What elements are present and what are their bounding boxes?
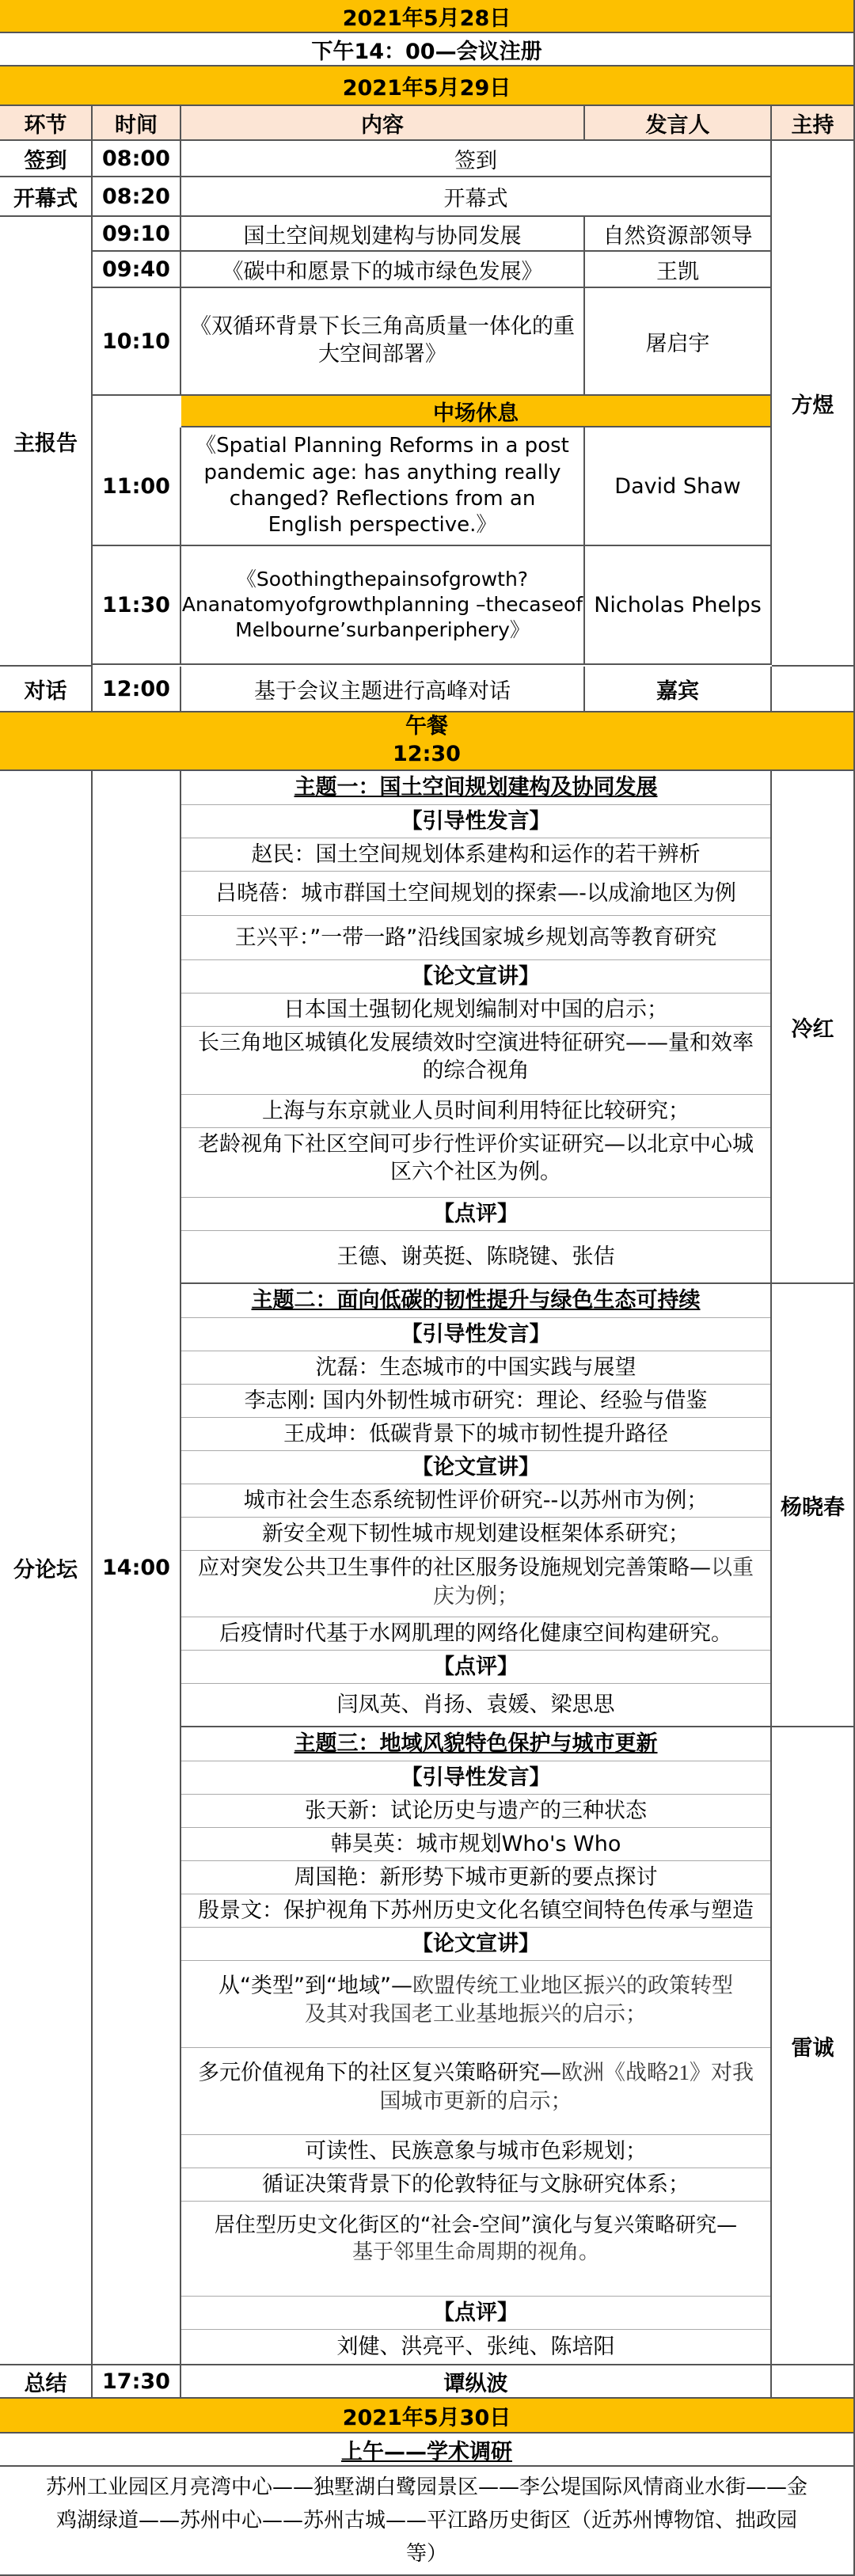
segment-keynote-label: 主报告 <box>13 431 78 456</box>
speaker-k2 <box>585 252 772 288</box>
theme2-intro-label: 【引导性发言】 <box>181 1317 770 1351</box>
segment-opening-label: 开幕式 <box>13 186 78 211</box>
day2-date-banner <box>0 66 855 106</box>
content-signin-label: 签到 <box>454 148 497 173</box>
theme2-paper-4: 后疫情时代基于水网肌理的网络化健康空间构建研究。 <box>181 1617 770 1651</box>
theme1-paper-4-line1: 老龄视角下社区空间可步行性评价实证研究—以北京中心城 <box>198 1132 754 1157</box>
content-k4-line1: 《Spatial Planning Reforms in a post <box>196 434 569 458</box>
day3-session-row <box>0 2434 855 2467</box>
content-k5 <box>181 546 585 665</box>
theme2-paper-3-line2: 庆为例； <box>433 1583 519 1608</box>
theme1-paper-4-line2: 区六个社区为例。 <box>390 1159 561 1184</box>
day3-session: 上午——学术调研 <box>341 2439 512 2464</box>
segment-dialogue-label: 对话 <box>24 678 67 704</box>
speaker-k4 <box>585 427 772 546</box>
theme2-intro-2: 李志刚: 国内外韧性城市研究：理论、经验与借鉴 <box>181 1384 770 1418</box>
theme3-paper-label: 【论文宣讲】 <box>181 1927 770 1961</box>
segment-opening <box>0 177 93 217</box>
content-k5-line1: 《Soothingthepainsofgrowth? <box>236 568 529 591</box>
time-k2 <box>93 252 181 288</box>
theme2-reviewers: 闫凤英、肖扬、袁媛、梁思思 <box>181 1683 770 1727</box>
content-signin <box>181 141 772 177</box>
time-closing-label: 17:30 <box>102 2369 170 2394</box>
content-k3-line1: 《双循环背景下长三角高质量一体化的重 <box>190 314 575 340</box>
segment-closing <box>0 2365 93 2399</box>
content-k3 <box>181 288 585 396</box>
day3-date-banner <box>0 2399 855 2434</box>
theme3-paper-2 <box>181 2047 770 2146</box>
theme2-paper-label: 【论文宣讲】 <box>181 1450 770 1484</box>
time-signin-label: 08:00 <box>102 146 170 171</box>
time-k5-label: 11:30 <box>102 592 170 617</box>
theme3-intro-3: 周国艳：新形势下城市更新的要点探讨 <box>181 1860 770 1894</box>
speaker-k5 <box>585 546 772 665</box>
segment-keynote <box>0 217 93 667</box>
header-content-label: 内容 <box>361 112 404 138</box>
header-segment <box>0 106 93 141</box>
content-dialogue <box>181 667 585 712</box>
theme1-paper-2 <box>181 1026 770 1095</box>
segment-closing-label: 总结 <box>24 2371 67 2396</box>
theme3-reviewers: 刘健、洪亮平、张纯、陈培阳 <box>181 2329 770 2365</box>
theme3-paper-2-tail: 欧洲《战略21》对我 <box>561 2061 754 2084</box>
time-forum-label: 14:00 <box>102 1555 170 1580</box>
time-k4-label: 11:00 <box>102 473 170 499</box>
time-opening-label: 08:20 <box>102 184 170 209</box>
segment-dialogue <box>0 667 93 712</box>
content-opening <box>181 177 772 217</box>
theme3-intro-2: 韩昊英：城市规划Who's Who <box>181 1827 770 1861</box>
speaker-dialogue <box>585 667 772 712</box>
theme1-paper-2-line1: 长三角地区城镇化发展绩效时空演进特征研究——量和效率 <box>198 1031 754 1055</box>
content-k2 <box>181 252 585 288</box>
theme3-intro-label: 【引导性发言】 <box>181 1761 770 1795</box>
host-closing <box>772 2365 855 2399</box>
speaker-closing <box>181 2365 772 2399</box>
theme1-paper-2-line2: 的综合视角 <box>422 1058 530 1083</box>
break-row <box>181 396 772 427</box>
theme3-intro-1: 张天新：试论历史与遗产的三种状态 <box>181 1794 770 1828</box>
content-k5-line3: Melbourne’surbanperiphery》 <box>235 618 530 641</box>
theme3-intro-4: 殷景文：保护视角下苏州历史文化名镇空间特色传承与塑造 <box>181 1894 770 1928</box>
theme2-paper-1: 城市社会生态系统韧性评价研究--以苏州市为例； <box>181 1484 770 1518</box>
time-k3 <box>93 288 181 396</box>
theme2-host <box>772 1284 855 1727</box>
theme1-block <box>181 771 772 1284</box>
theme3-paper-5 <box>181 2201 770 2300</box>
header-speaker <box>585 106 772 141</box>
day3-route <box>0 2467 855 2576</box>
theme3-paper-4: 循证决策背景下的伦敦特征与文脉研究体系； <box>181 2168 770 2202</box>
content-k4-line4: English perspective.》 <box>268 513 497 538</box>
theme2-paper-2: 新安全观下韧性城市规划建设框架体系研究； <box>181 1517 770 1551</box>
header-time <box>93 106 181 141</box>
theme2-block <box>181 1284 772 1727</box>
content-k5-line2: Ananatomyofgrowthplanning –thecaseof <box>181 593 583 616</box>
time-dialogue-label: 12:00 <box>102 676 170 701</box>
theme3-host <box>772 1727 855 2365</box>
day1-registration: 下午14：00—会议注册 <box>311 39 542 64</box>
theme3-paper-5-line1: 居住型历史文化街区的“社会-空间”演化与复兴策略研究— <box>214 2213 738 2237</box>
keynote-host <box>772 141 855 667</box>
time-dialogue <box>93 667 181 712</box>
theme1-paper-3: 上海与东京就业人员时间利用特征比较研究； <box>181 1094 770 1128</box>
theme1-review-label: 【点评】 <box>181 1197 770 1231</box>
theme1-host-label: 冷红 <box>791 1016 834 1042</box>
time-k1-label: 09:10 <box>102 221 170 246</box>
time-closing <box>93 2365 181 2399</box>
theme3-paper-1-tail: 欧盟传统工业地区振兴的政策转型 <box>412 1974 733 1997</box>
header-host-label: 主持 <box>791 112 834 138</box>
theme1-intro-2: 吕晓蓓：城市群国土空间规划的探索—-以成渝地区为例 <box>181 871 770 916</box>
theme1-intro-label: 【引导性发言】 <box>181 804 770 838</box>
content-k1-label: 国土空间规划建构与协同发展 <box>243 223 522 249</box>
day1-registration-row <box>0 33 855 66</box>
speaker-k4-label: David Shaw <box>614 473 741 499</box>
content-k4-line2: pandemic age: has anything really <box>203 460 561 484</box>
theme2-review-label: 【点评】 <box>181 1650 770 1684</box>
content-opening-label: 开幕式 <box>443 186 508 211</box>
theme3-paper-2-line2: 国城市更新的启示； <box>379 2088 572 2113</box>
theme3-title: 主题三：地域风貌特色保护与城市更新 <box>294 1731 658 1756</box>
speaker-k1 <box>585 217 772 252</box>
time-signin <box>93 141 181 177</box>
time-forum <box>93 771 181 2365</box>
theme3-paper-3: 可读性、民族意象与城市色彩规划； <box>181 2134 770 2168</box>
header-segment-label: 环节 <box>24 112 67 138</box>
theme3-paper-1-line2: 及其对我国老工业基地振兴的启示； <box>305 2001 647 2026</box>
speaker-k5-label: Nicholas Phelps <box>594 592 762 617</box>
theme2-title: 主题二：面向低碳的韧性提升与绿色生态可持续 <box>251 1288 701 1313</box>
speaker-k3 <box>585 288 772 396</box>
speaker-closing-label: 谭纵波 <box>443 2371 508 2396</box>
theme3-paper-5-line2: 基于邻里生命周期的视角。 <box>352 2240 599 2264</box>
day3-route-line1: 苏州工业园区月亮湾中心——独墅湖白鹭园景区——李公堤国际风情商业水街——金 <box>45 2475 808 2499</box>
theme1-intro-3: 王兴平：”一带一路”沿线国家城乡规划高等教育研究 <box>181 915 770 960</box>
time-k1 <box>93 217 181 252</box>
content-k2-label: 《碳中和愿景下的城市绿色发展》 <box>222 259 543 284</box>
theme1-intro-1: 赵民：国土空间规划体系建构和运作的若干辨析 <box>181 838 770 872</box>
time-k4 <box>93 427 181 546</box>
speaker-k3-label: 屠启宇 <box>645 331 710 356</box>
time-k3-label: 10:10 <box>102 329 170 354</box>
theme3-paper-1-head: 从“类型”到“地域”— <box>218 1974 412 1998</box>
header-content <box>181 106 585 141</box>
header-host <box>772 106 855 141</box>
break-label: 中场休息 <box>433 401 519 426</box>
content-k4-line3: changed? Reflections from an <box>229 487 536 511</box>
theme2-intro-1: 沈磊：生态城市的中国实践与展望 <box>181 1351 770 1385</box>
theme2-paper-3-line1: 应对突发公共卫生事件的社区服务设施规划完善策略— <box>198 1556 711 1580</box>
content-k3-line2: 大空间部署》 <box>318 342 446 367</box>
day1-date-banner <box>0 0 855 33</box>
theme2-host-label: 杨晓春 <box>781 1495 845 1520</box>
content-k4 <box>181 427 585 546</box>
content-dialogue-label: 基于会议主题进行高峰对话 <box>254 678 511 704</box>
header-speaker-label: 发言人 <box>645 112 710 138</box>
theme1-paper-1: 日本国土强韧化规划编制对中国的启示； <box>181 993 770 1027</box>
day3-date: 2021年5月30日 <box>342 2405 511 2430</box>
theme1-host <box>772 771 855 1284</box>
theme1-paper-4 <box>181 1127 770 1198</box>
lunch-label: 午餐 <box>405 714 448 739</box>
lunch-banner <box>0 712 855 771</box>
theme1-reviewers: 王德、谢英挺、陈晓键、张佶 <box>181 1230 770 1283</box>
theme3-paper-2-head: 多元价值视角下的社区复兴策略研究— <box>198 2061 561 2085</box>
theme1-paper-label: 【论文宣讲】 <box>181 959 770 994</box>
theme3-review-label: 【点评】 <box>181 2296 770 2330</box>
segment-forum-label: 分论坛 <box>13 1557 78 1582</box>
time-opening <box>93 177 181 217</box>
day1-date: 2021年5月28日 <box>342 6 511 31</box>
theme2-paper-3-line1-tail: 以重 <box>711 1556 754 1579</box>
day2-date: 2021年5月29日 <box>342 75 511 101</box>
speaker-k1-label: 自然资源部领导 <box>602 223 753 249</box>
theme2-intro-3: 王成坤：低碳背景下的城市韧性提升路径 <box>181 1417 770 1451</box>
time-k2-label: 09:40 <box>102 256 170 282</box>
segment-signin-label: 签到 <box>24 148 67 173</box>
header-time-label: 时间 <box>115 112 158 138</box>
time-k5 <box>93 546 181 665</box>
segment-signin <box>0 141 93 177</box>
content-k1 <box>181 217 585 252</box>
lunch-time: 12:30 <box>393 742 461 766</box>
day3-route-line2: 鸡湖绿道——苏州中心——苏州古城——平江路历史街区（近苏州博物馆、拙政园 <box>55 2509 797 2532</box>
keynote-host-label: 方煜 <box>791 393 834 418</box>
theme1-title: 主题一：国土空间规划建构及协同发展 <box>294 775 658 800</box>
theme3-host-label: 雷诚 <box>791 2035 834 2061</box>
speaker-dialogue-label: 嘉宾 <box>656 678 699 704</box>
theme3-block <box>181 1727 772 2365</box>
speaker-k2-label: 王凯 <box>656 259 699 284</box>
host-dialogue <box>772 667 855 712</box>
theme3-paper-1 <box>181 1960 770 2059</box>
theme2-paper-3 <box>181 1550 770 1617</box>
segment-forum <box>0 771 93 2365</box>
day3-route-line3: 等） <box>405 2542 447 2566</box>
